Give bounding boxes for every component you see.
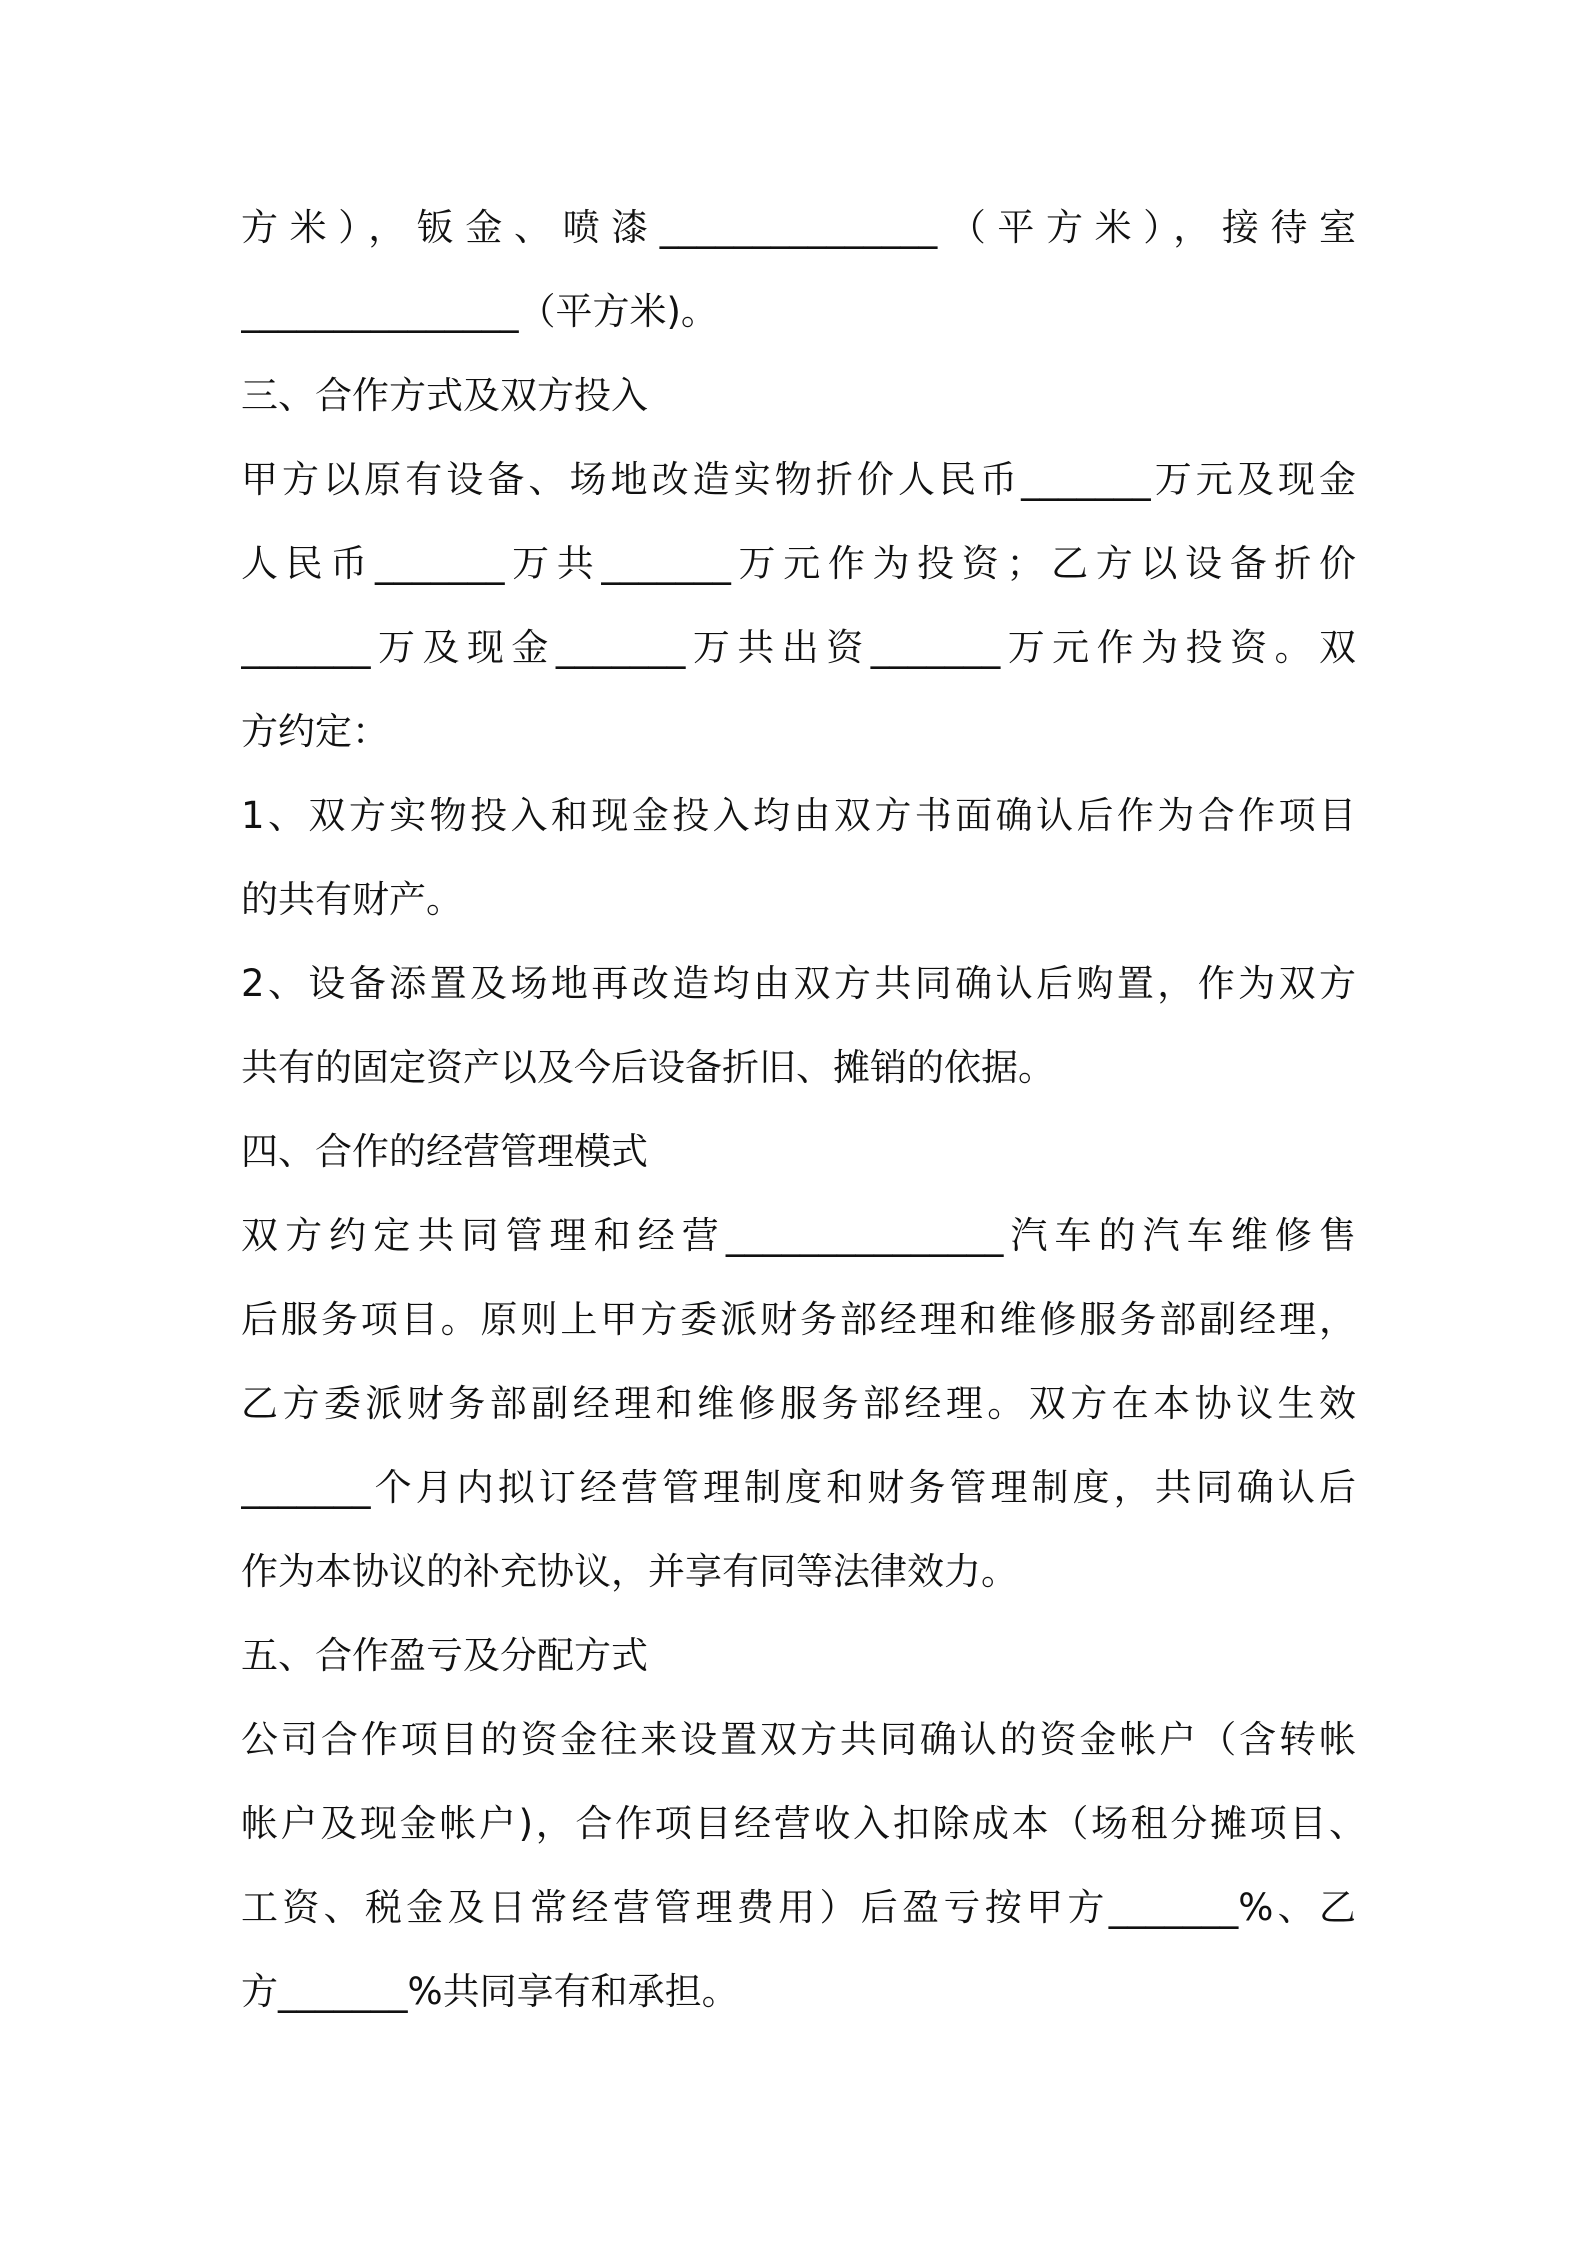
text-line: 方米），钣金、喷漆_______________（平方米），接待室 [241, 206, 1356, 249]
section-heading: 四、合作的经营管理模式 [241, 1130, 648, 1173]
text-line: 双方约定共同管理和经营_______________汽车的汽车维修售 [241, 1214, 1356, 1257]
text-line: 工资、税金及日常经营管理费用）后盈亏按甲方_______%、乙 [241, 1886, 1356, 1929]
text-line: 的共有财产。 [241, 878, 463, 921]
text-line: 共有的固定资产以及今后设备折旧、摊销的依据。 [241, 1046, 1055, 1089]
text-line: 乙方委派财务部副经理和维修服务部经理。双方在本协议生效 [241, 1382, 1356, 1425]
text-line: 甲方以原有设备、场地改造实物折价人民币_______万元及现金 [241, 458, 1356, 501]
text-line: 公司合作项目的资金往来设置双方共同确认的资金帐户（含转帐 [241, 1718, 1356, 1761]
text-line: _______个月内拟订经营管理制度和财务管理制度，共同确认后 [241, 1466, 1356, 1509]
text-line: _______________（平方米)。 [241, 290, 718, 333]
section-heading: 五、合作盈亏及分配方式 [241, 1634, 648, 1677]
text-line: _______万及现金_______万共出资_______万元作为投资。双 [241, 626, 1356, 669]
text-line: 帐户及现金帐户)，合作项目经营收入扣除成本（场租分摊项目、 [241, 1802, 1366, 1845]
text-line: 1、双方实物投入和现金投入均由双方书面确认后作为合作项目 [241, 794, 1356, 837]
text-line: 方_______%共同享有和承担。 [241, 1970, 739, 2013]
section-heading: 三、合作方式及双方投入 [241, 374, 648, 417]
text-line: 人民币_______万共_______万元作为投资；乙方以设备折价 [241, 542, 1356, 585]
text-line: 后服务项目。原则上甲方委派财务部经理和维修服务部副经理， [241, 1298, 1356, 1341]
text-line: 2、设备添置及场地再改造均由双方共同确认后购置，作为双方 [241, 962, 1356, 1005]
text-line: 作为本协议的补充协议，并享有同等法律效力。 [241, 1550, 1018, 1593]
text-line: 方约定： [241, 710, 389, 753]
